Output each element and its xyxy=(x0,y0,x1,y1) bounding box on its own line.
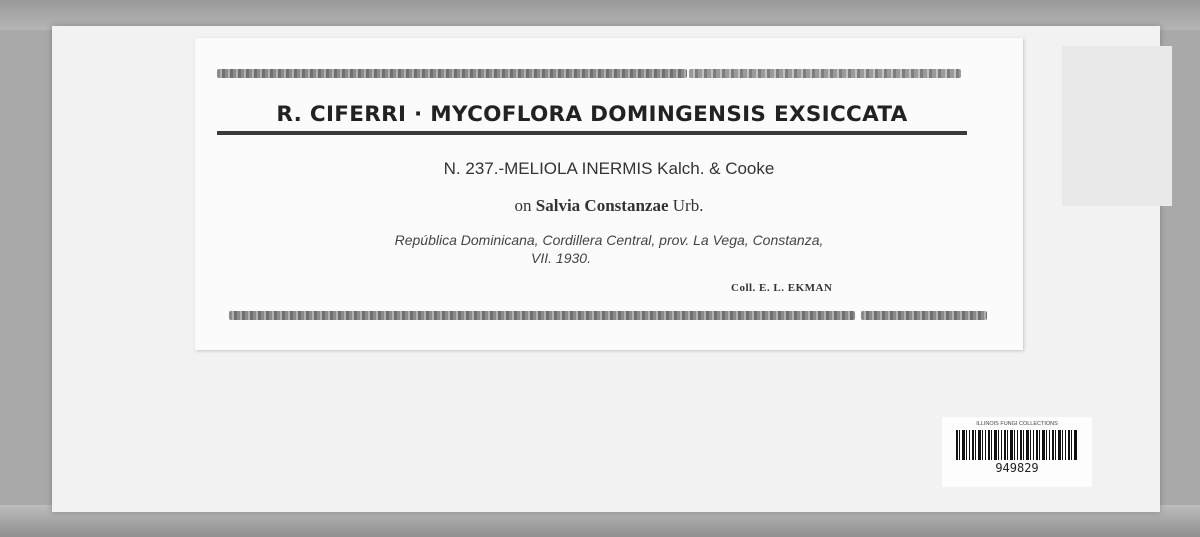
decorative-rule xyxy=(861,311,987,320)
decorative-rule xyxy=(217,69,687,78)
locality: República Dominicana, Cordillera Central, prov. La Vega, Constanza, xyxy=(394,232,824,248)
host-author: Urb. xyxy=(672,196,704,215)
collection-date: VII. 1930. xyxy=(531,250,591,266)
specimen-number: N. 237.-MELIOLA INERMIS Kalch. & Cooke xyxy=(443,159,775,178)
specimen-label xyxy=(195,38,1023,350)
barcode-label xyxy=(942,417,1092,487)
barcode-caption: ILLINOIS FUNGI COLLECTIONS xyxy=(976,421,1058,427)
decorative-rule xyxy=(689,69,961,78)
collector: Coll. E. L. EKMAN xyxy=(731,282,833,294)
decorative-rule xyxy=(229,311,855,320)
host-name: Salvia Constanzae xyxy=(535,196,669,215)
label-header: R. CIFERRI · MYCOFLORA DOMINGENSIS EXSICCATA xyxy=(276,102,908,127)
sheet-fold xyxy=(1062,46,1172,206)
host-line xyxy=(195,196,1023,216)
barcode-bars xyxy=(956,430,1078,460)
barcode-number: 949829 xyxy=(995,461,1039,475)
host-prefix: on xyxy=(514,196,532,215)
header-underline xyxy=(217,131,967,135)
